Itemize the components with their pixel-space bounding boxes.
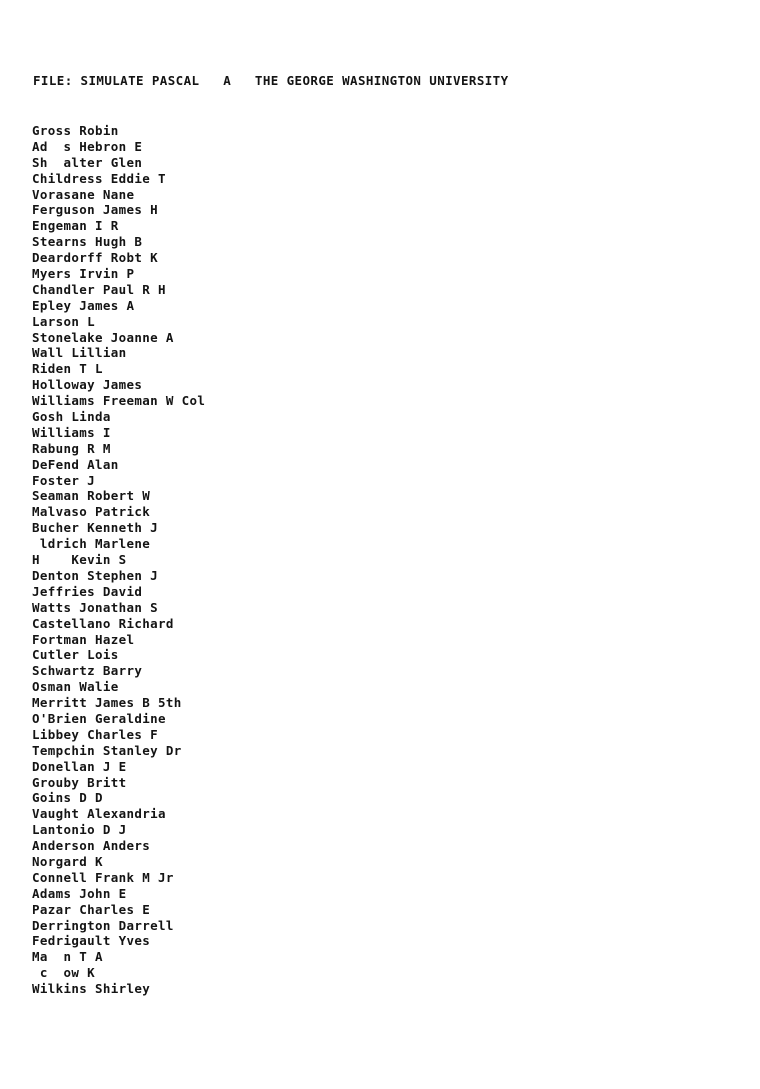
list-item: Connell Frank M Jr (32, 869, 174, 885)
list-item: Norgard K (32, 853, 103, 869)
list-item: Adams John E (32, 885, 127, 901)
list-item: Gosh Linda (32, 409, 111, 425)
file-header: FILE: SIMULATE PASCAL A THE GEORGE WASHINGTON UNIVERSITY (33, 73, 509, 88)
list-item: Castellano Richard (32, 615, 174, 631)
list-item: Rabung R M (32, 440, 111, 456)
list-item: Childress Eddie T (32, 170, 166, 186)
list-item: Derrington Darrell (32, 917, 174, 933)
list-item: ldrich Marlene (32, 536, 151, 552)
list-item: Cutler Lois (32, 647, 119, 663)
list-item: Bucher Kenneth J (32, 520, 159, 536)
list-item: Ma n T A (32, 949, 103, 965)
list-item: Sh alter Glen (32, 154, 143, 170)
list-item: Seaman Robert W (32, 488, 151, 504)
list-item: Schwartz Barry (32, 663, 143, 679)
list-item: Tempchin Stanley Dr (32, 742, 182, 758)
list-item: Grouby Britt (32, 774, 127, 790)
list-item: Gross Robin (32, 123, 119, 138)
list-item: Ad s Hebron E (32, 138, 143, 154)
list-item: O'Brien Geraldine (32, 710, 166, 726)
name-list (32, 123, 205, 997)
list-item: Stearns Hugh B (32, 234, 143, 250)
list-item: Wilkins Shirley (32, 981, 151, 997)
list-item: Holloway James (32, 377, 143, 393)
list-item: Denton Stephen J (32, 567, 159, 583)
list-item: Williams I (32, 424, 111, 440)
list-item: Riden T L (32, 361, 103, 377)
list-item: Chandler Paul R H (32, 281, 166, 297)
list-item: H Kevin S (32, 552, 127, 568)
list-item: Fortman Hazel (32, 631, 135, 647)
list-item: Vorasane Nane (32, 186, 135, 202)
list-item: Pazar Charles E (32, 901, 151, 917)
list-item: Ferguson James H (32, 202, 159, 218)
list-item: DeFend Alan (32, 456, 119, 472)
list-item: Williams Freeman W Col (32, 393, 206, 409)
list-item: Jeffries David (32, 583, 143, 599)
list-item: Larson L (32, 313, 96, 329)
list-item: Watts Jonathan S (32, 599, 159, 615)
list-item: Libbey Charles F (32, 726, 159, 742)
list-item: Foster J (32, 472, 96, 488)
list-item: Stonelake Joanne A (32, 329, 174, 345)
list-item: Wall Lillian (32, 345, 127, 361)
list-item: Malvaso Patrick (32, 504, 151, 520)
list-item: Deardorff Robt K (32, 250, 159, 266)
list-item: c ow K (32, 965, 96, 981)
list-item: Donellan J E (32, 758, 127, 774)
list-item: Lantonio D J (32, 822, 127, 838)
list-item: Osman Walie (32, 679, 119, 695)
list-item: Engeman I R (32, 218, 119, 234)
list-item: Merritt James B 5th (32, 695, 182, 711)
list-item: Goins D D (32, 790, 103, 806)
list-item: Anderson Anders (32, 838, 151, 854)
list-item: Myers Irvin P (32, 266, 135, 282)
list-item: Epley James A (32, 297, 135, 313)
list-item: Vaught Alexandria (32, 806, 166, 822)
list-item: Fedrigault Yves (32, 933, 151, 949)
